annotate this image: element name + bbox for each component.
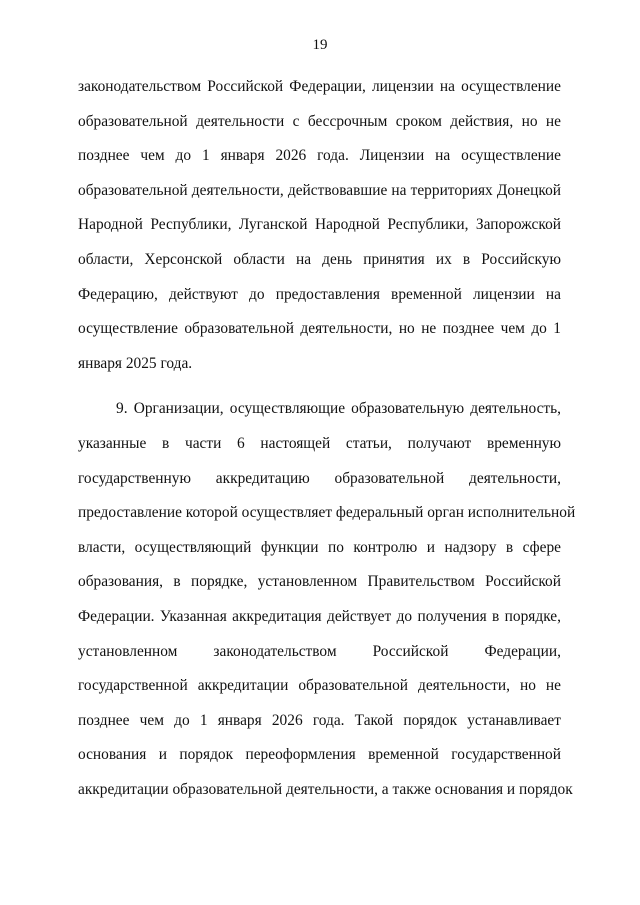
paragraph-item-9 — [78, 394, 576, 809]
text-line: образовательной деятельности, действовавшие на территориях Донецкой — [78, 181, 561, 199]
text-line: осуществление образовательной деятельности, но не позднее чем до 1 — [78, 320, 561, 338]
text-line: государственную аккредитацию образовательной деятельности, — [78, 469, 561, 487]
text-line: 9. Организации, осуществляющие образовательную деятельность, — [116, 400, 561, 418]
page-number: 19 — [312, 37, 328, 53]
text-line: основания и порядок переоформления временной государственной — [78, 746, 561, 764]
text-line: Федерации. Указанная аккредитация действует до получения в порядке, — [78, 607, 561, 625]
paragraph-spacer — [78, 383, 561, 394]
text-line: образовательной деятельности с бессрочным сроком действия, но не — [78, 112, 561, 130]
text-line: позднее чем до 1 января 2026 года. Лицензии на осуществление — [78, 147, 561, 165]
text-line: аккредитации образовательной деятельности, а также основания и порядок — [78, 780, 573, 798]
text-line: области, Херсонской области на день принятия их в Российскую — [78, 250, 561, 268]
text-line: предоставление которой осуществляет федеральный орган исполнительной — [78, 504, 576, 522]
text-line: Народной Республики, Луганской Народной Республики, Запорожской — [78, 216, 561, 234]
text-line: власти, осуществляющий функции по контролю и надзору в сфере — [78, 538, 561, 556]
text-line: государственной аккредитации образовательной деятельности, но не — [78, 677, 561, 695]
text-line: образования, в порядке, установленном Правительством Российской — [78, 573, 561, 591]
text-line: законодательством Российской Федерации, лицензии на осуществление — [78, 78, 561, 95]
text-line: позднее чем до 1 января 2026 года. Такой порядок устанавливает — [78, 711, 561, 729]
paragraph-continuation — [78, 72, 561, 383]
text-line: указанные в части 6 настоящей статьи, получают временную — [78, 434, 561, 452]
document-body — [78, 72, 576, 809]
text-line: января 2025 года. — [78, 354, 193, 372]
text-line: Федерацию, действуют до предоставления временной лицензии на — [78, 285, 561, 303]
text-line: установленном законодательством Российской Федерации, — [78, 642, 561, 660]
